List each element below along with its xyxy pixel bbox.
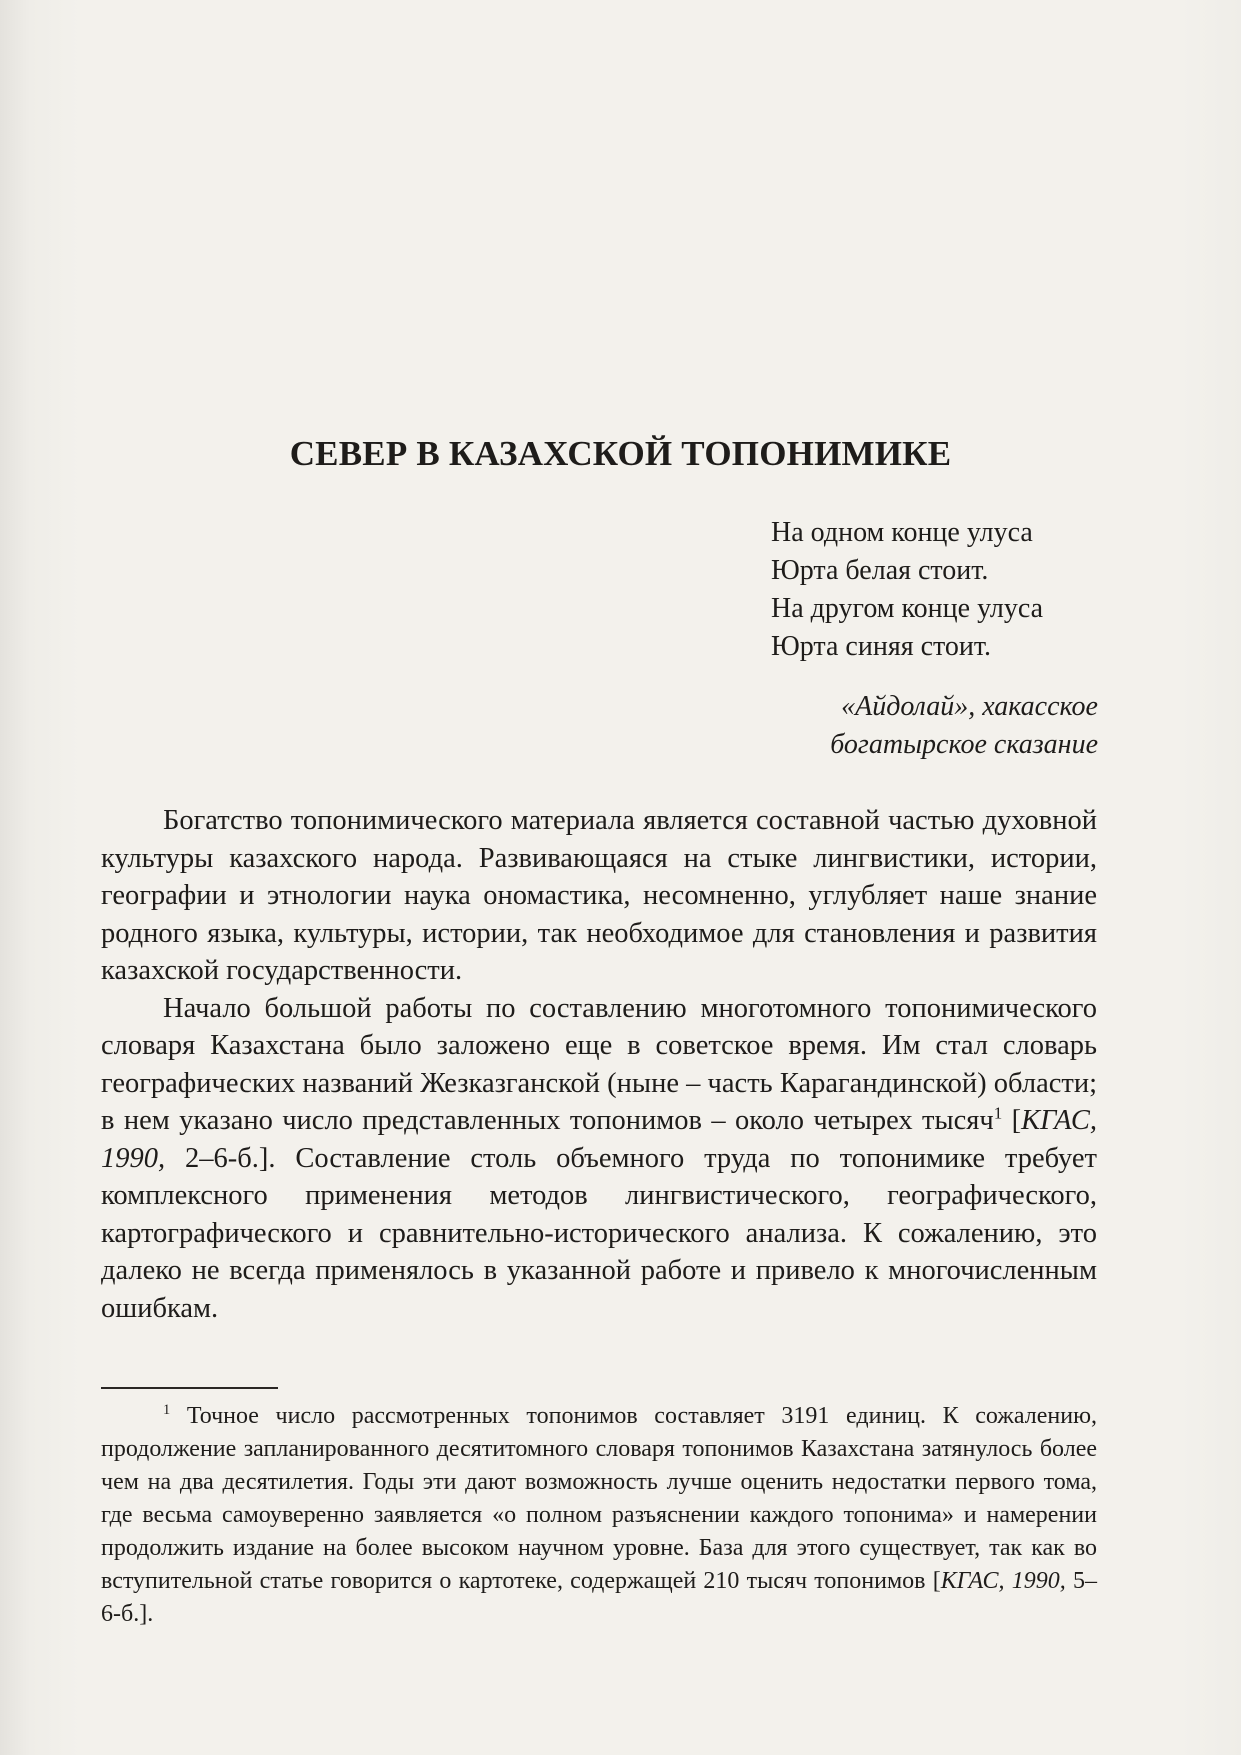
citation-source: КГАС, 1990,: [940, 1568, 1066, 1594]
citation-source: КГАС, 1990,: [101, 1105, 1097, 1174]
epigraph-line: На одном конце улуса: [771, 517, 1033, 548]
epigraph-line: На другом конце улуса: [771, 593, 1044, 624]
footnote-text: Точное число рассмотренных топонимов составляет 3191 единиц. К сожалению, продолжение запланированного десятитомного словаря топонимов Казахстана затянулось более чем на два десятилетия. Годы эти дают возможность лучше оценить недостатки первого тома, где весьма самоуверенно заявляется «о полном разъяснении каждого топонима» и намерении продолжить издание на более высоком научном уровне. База для этого существует, так как во вступительной статье говорится о картотеке, содержащей 210 тысяч топонимов: [101, 1403, 1097, 1594]
attribution-line: «Айдолай», хакасское: [841, 691, 1098, 722]
epigraph-line: Юрта белая стоит.: [771, 555, 989, 586]
epigraph-line: Юрта синяя стоит.: [771, 631, 991, 662]
attribution-line: богатырское сказание: [830, 729, 1098, 760]
footnote-separator: [101, 1387, 278, 1389]
footnote-reference[interactable]: 1: [993, 1103, 1003, 1123]
footnote: [101, 1400, 1097, 1631]
paragraph: [101, 990, 1097, 1328]
citation-bracket: [: [1002, 1105, 1022, 1136]
main-text: [101, 802, 1097, 1327]
footnote-paragraph: [101, 1400, 1097, 1631]
epigraph-attribution: [678, 688, 1098, 764]
epigraph: [771, 514, 1101, 666]
footnote-mark: 1: [163, 1402, 171, 1418]
citation-bracket: [: [925, 1568, 941, 1594]
paragraph: Богатство топонимического материала является составной частью духовной культуры казахского народа. Развивающаяся на стыке лингвистики, истории, географии и этнологии наука ономастика, несомненно, углубляет наше знание родного языка, культуры, истории, так необходимое для становления и развития казахской государственности.: [101, 805, 1097, 986]
chapter-title: СЕВЕР В КАЗАХСКОЙ ТОПОНИМИКЕ: [289, 434, 952, 473]
paragraph-text: Начало большой работы по составлению многотомного топонимического словаря Казахстана было заложено еще в советское время. Им стал словарь географических названий Жезказганской (ныне – часть Карагандинской) области; в нем указано число представленных топонимов – около четырех тысяч: [101, 992, 1097, 1136]
citation-pages: 5–6-б.].: [101, 1568, 1098, 1627]
citation-pages: 2–6-б.].: [165, 1142, 276, 1174]
paragraph-text: Составление столь объемного труда по топонимике требует комплексного применения методов лингвистического, географического, картографического и сравнительно-исторического анализа. К сожалению, это далеко не всегда применялось в указанной работе и привело к многочисленным ошибкам.: [101, 1142, 1098, 1324]
